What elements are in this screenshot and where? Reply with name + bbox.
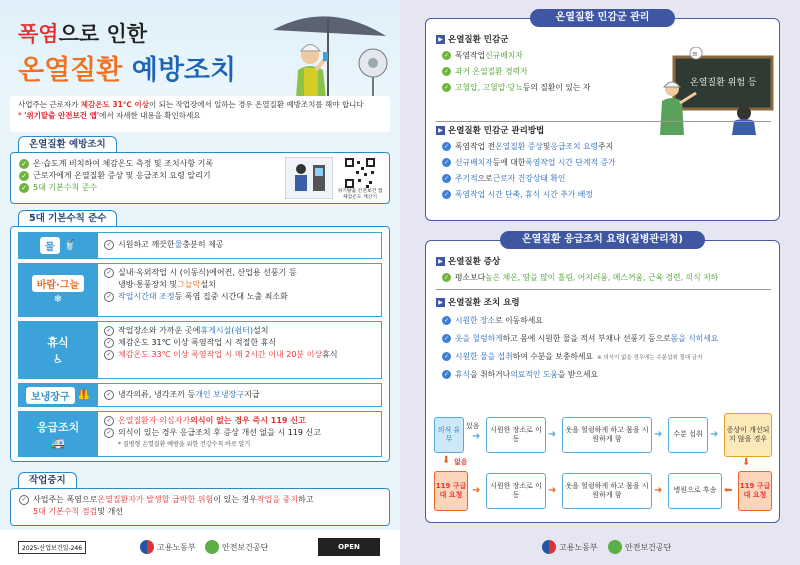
qr-caption: 위기탈출 안전보건 앱 체감온도 계산기 [337,189,383,200]
vulnerable-title: ▶ 온열질환 민감군 [436,33,646,45]
flow-hydrate: 수분 섭취 [668,417,708,453]
list-item: ✓ 온·습도계 비치하여 체감온도 측정 및 조치사항 기록 [19,158,213,170]
rule-body: ✓ 온열질환자·의심자가 의식이 없는 경우 즉시 119 신고 ✓ 의식이 있는 경우 응급조치 후 증상 개선 없을 시 119 신고 * 질병형 온열질환 예방을 위한 건강수칙 바로 알기 [98,411,382,457]
ministry-logo-right: 고용노동부 [542,540,598,554]
flow-yes-label: 있음 [466,422,480,430]
prevention-box [10,152,390,204]
agency-mark-icon [205,540,219,554]
check-icon: ✓ [104,292,114,302]
list-item: ✓ 폭염작업 전 온열질환 증상 및 응급조치 요령 주지 [443,142,614,151]
thermometer-worker-icon [285,157,333,199]
flow-no-label: 없음 [454,458,468,466]
vulnerable-header: 온열질환 민감군 관리 [530,9,675,27]
check-icon: ✓ [443,274,450,281]
vest-icon: 🦺 [77,389,91,401]
arrow-down-icon: ⬇ [742,457,751,468]
qr-block[interactable] [337,157,383,201]
action-item: ✓ 시원한 장소 로 이동하세요 [443,316,543,325]
list-item: ✓ 신규배치자 등에 대한 폭염작업 시간 단계적 증가 [443,158,616,167]
rule-label: 바람·그늘 ❄ [18,263,98,317]
hero-title-line1: 폭염으로 인한 [18,22,148,46]
arrow-icon: ▶ [436,126,445,135]
check-icon: ✓ [443,317,450,324]
rule-body: ✓ 작업장소와 가까운 곳에 휴게시설(쉼터) 설치 ✓ 체감온도 31℃ 이상 폭염작업 시 적절한 휴식 ✓ 체감온도 33℃ 이상 폭염작업 시 매 2시간 이내 20분 이상 휴식 [98,321,382,379]
flow-loosen-2: 옷을 헐렁하게 하고 몸을 시원하게 함 [562,473,652,509]
check-icon: ✓ [104,326,114,336]
intro-note: * '위기탈출 안전보건 앱'에서 자세한 내용을 확인하세요 [18,110,201,120]
check-icon: ✓ [443,143,450,150]
fan-icon: ❄ [53,294,63,305]
work-stop-line2: 5대 기본수칙 점검 및 개선 [33,507,124,516]
action-title: ▶ 온열질환 조치 요령 [436,296,771,308]
rule-first-aid [18,411,382,457]
check-icon: ✓ [19,183,29,193]
check-icon: ✓ [104,390,114,400]
check-icon: ✓ [443,84,450,91]
rule-body: ✓ 냉각의류, 냉각조끼 등 개인 보냉장구 지급 [98,383,382,407]
arrow-right-icon: ➜ [710,429,719,440]
agency-logo: 안전보건공단 [205,540,268,554]
rule-cooling-gear [18,383,382,407]
flow-move-cool-2: 시원한 장소로 이동 [486,473,546,509]
rule-label: 응급조치 🚑 [18,411,98,457]
rule-label: 물 🥤 [18,232,98,259]
firstaid-header: 온열질환 응급조치 요령(질병관리청) [500,231,705,249]
check-icon: ✓ [104,350,114,360]
arrow-right-icon: ➜ [654,429,663,440]
work-stop-tab: 작업중지 [18,472,77,489]
arrow-right-icon: ➜ [654,485,663,496]
qr-code-icon [344,157,376,189]
rule-label: 휴식 ♿ [18,321,98,379]
firstaid-box [425,240,780,523]
arrow-left-icon: ⬅ [724,485,733,496]
intro-text: 사업주는 근로자가 체감온도 31℃ 이상이 되는 작업장에서 일하는 경우 온열질환 예방조치를 해야 합니다 [18,100,364,109]
action-item: ✓ 휴식 을 취하거나 의료적인 도움 을 받으세요 [443,370,599,379]
water-bottle-icon: 🥤 [63,240,77,251]
check-icon: ✓ [19,495,29,505]
arrow-icon: ▶ [436,35,445,44]
publication-code: 2025-산업보건일-246 [18,541,86,554]
arrow-down-icon: ⬇ [442,455,451,466]
agency-logo-right: 안전보건공단 [608,540,671,554]
flow-move-cool: 시원한 장소로 이동 [486,417,546,453]
right-page [400,0,800,565]
arrow-right-icon: ➜ [472,485,481,496]
check-icon: ✓ [443,175,450,182]
flow-loosen: 옷을 헐렁하게 하고 몸을 시원하게 함 [562,417,652,453]
check-icon: ✓ [443,159,450,166]
symptom-item: ✓ 평소보다 높은 체온, 땀을 많이 흘림, 어지러움, 메스꺼움, 근육 경련, 의식 저하 [443,273,719,282]
check-icon: ✓ [104,268,114,278]
left-footer [0,530,400,565]
ministry-logo: 고용노동부 [140,540,196,554]
check-icon: ✓ [19,171,29,181]
list-item: ✓ 폭염작업 신규배치자 [443,51,523,60]
rules-tab: 5대 기본수칙 준수 [18,210,117,227]
divider [436,121,771,122]
arrow-right-icon: ➜ [548,429,557,440]
taegeuk-icon [542,540,556,554]
flow-conscious: 의식 유무 [434,417,464,453]
list-item: ✓ 5대 기본수칙 준수 [19,182,213,194]
chalkboard-text: 온열질환 위험 등 [690,78,757,88]
resting-person-icon: ♿ [52,352,64,366]
divider [436,289,771,290]
flow-hospital: 병원으로 후송 [668,473,722,509]
ambulance-icon: 🚑 [51,436,65,450]
open-license-badge: OPEN [318,538,380,556]
list-item: ✓ 과거 온열질환 경력자 [443,67,528,76]
vulnerable-method-title: ▶ 온열질환 민감군 관리방법 [436,124,771,136]
action-item: ✓ 옷을 헐렁하게 하고 몸에 시원한 물을 적셔 부채나 선풍기 등으로 몸을 식히세요 [443,334,719,343]
arrow-right-icon: ➜ [472,431,481,442]
list-item: ✓ 근로자에게 온열질환 증상 및 응급조치 요령 알리기 [19,170,213,182]
symptom-title: ▶ 온열질환 증상 [436,255,771,267]
hero-title-line2: 온열질환 예방조치 [18,55,237,86]
rule-label: 보냉장구 🦺 [18,383,98,407]
first-aid-note: * 질병형 온열질환 예방을 위한 건강수칙 바로 알기 [118,441,251,448]
list-item: ✓ 주기적 으로 근로자 건강상태 확인 [443,174,566,183]
intro-box [10,96,390,132]
arrow-icon: ▶ [436,257,445,266]
check-icon: ✓ [104,428,114,438]
agency-mark-icon [608,540,622,554]
prevention-tab: 온열질환 예방조치 [18,136,117,153]
check-icon: ✓ [443,68,450,75]
vulnerable-box [425,18,780,221]
rule-body: ✓ 실내·옥외작업 시 (이동식)에어컨, 산업용 선풍기 등 냉방·통풍장치 및 그늘막 설치 ✓ 작업시간대 조정 등 폭염 집중 시간대 노출 최소화 [98,263,382,317]
list-item: ✓ 고혈압, 고혈압·당뇨 등의 질환이 있는 자 [443,83,591,92]
prevention-list [19,158,213,194]
check-icon: ✓ [443,371,450,378]
rule-wind-shade [18,263,382,317]
list-item: ✓ 폭염작업 시간 단축, 휴식 시간 추가 배정 [443,190,593,199]
check-icon: ✓ [443,335,450,342]
check-icon: ✓ [19,159,29,169]
hero-banner [0,0,400,95]
check-icon: ✓ [443,191,450,198]
parasol-worker-illustration [268,8,393,98]
rule-rest [18,321,382,379]
work-stop-box [10,488,390,526]
check-icon: ✓ [443,353,450,360]
flow-call-119-right: 119 구급대 요청 [738,471,772,511]
check-icon: ✓ [104,338,114,348]
taegeuk-icon [140,540,154,554]
work-stop-line1: ✓ 사업주는 폭염으로 온열질환자가 발생할 급박한 위험 이 있는 경우 작업을 중지 하고 [19,494,314,506]
rule-water [18,232,382,259]
svg-text:≡: ≡ [692,50,698,58]
flow-call-119-left: 119 구급대 요청 [434,471,468,511]
check-icon: ✓ [104,240,114,250]
check-icon: ✓ [104,416,114,426]
arrow-right-icon: ➜ [548,485,557,496]
arrow-icon: ▶ [436,298,445,307]
rule-body: ✓ 시원하고 깨끗한 물 충분히 제공 [98,232,382,259]
check-icon: ✓ [443,52,450,59]
action-item: ✓ 시원한 물을 섭취 하여 수분을 보충하세요 ※ 의식이 없을 경우에는 수분섭취 절대 금지 [443,352,703,361]
flow-not-improved: 증상이 개선되지 않을 경우 [724,413,772,457]
